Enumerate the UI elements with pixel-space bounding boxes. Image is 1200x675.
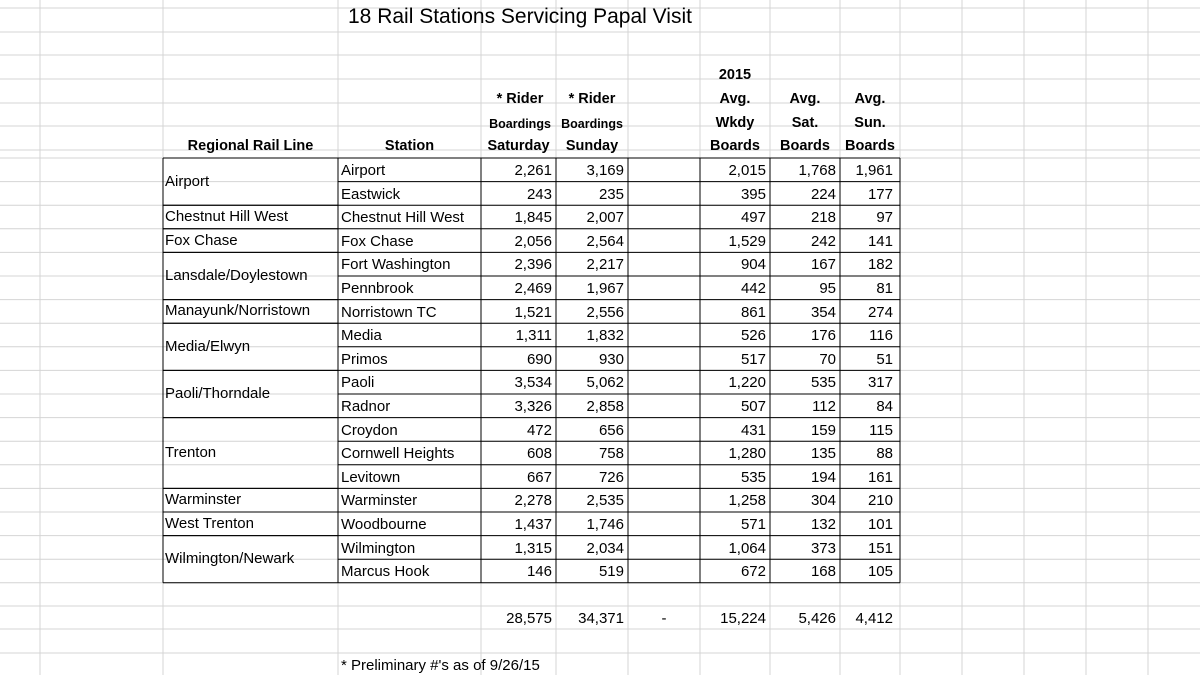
cell-regional-rail-line: Paoli/Thorndale	[165, 385, 271, 402]
cell-sat: 135	[810, 445, 836, 463]
cell-saturday: 2,278	[514, 492, 552, 510]
cell-station: Pennbrook	[341, 280, 414, 297]
cell-sat: 354	[810, 303, 836, 321]
cell-saturday: 2,261	[514, 162, 552, 179]
cell-station: Croydon	[341, 421, 398, 439]
cell-wkdy: 442	[740, 280, 766, 297]
cell-wkdy: 526	[740, 327, 766, 345]
cell-sat: 95	[819, 280, 836, 297]
cell-sunday: 2,535	[586, 492, 624, 510]
cell-sat: 132	[810, 516, 836, 533]
total-wkdy: 15,224	[720, 610, 766, 627]
cell-station: Radnor	[341, 398, 391, 415]
cell-sunday: 1,967	[586, 280, 624, 297]
header-wkdy: Wkdy	[715, 115, 755, 131]
cell-wkdy: 1,258	[728, 492, 766, 510]
header-saturday: Saturday	[487, 138, 550, 154]
cell-sunday: 5,062	[586, 374, 624, 392]
cell-regional-rail-line: Manayunk/Norristown	[165, 302, 311, 320]
cell-saturday: 1,845	[514, 209, 552, 227]
cell-sat: 373	[810, 539, 836, 557]
cell-sunday: 2,217	[586, 256, 624, 274]
cell-sunday: 2,007	[586, 209, 624, 227]
header-sunday: Sunday	[565, 138, 619, 154]
cell-saturday: 243	[526, 185, 552, 203]
cell-sun: 81	[876, 280, 893, 297]
cell-station: Media	[341, 327, 382, 345]
header-boards-sat: Boards	[780, 138, 830, 154]
cell-station: Primos	[341, 350, 388, 368]
cell-saturday: 2,396	[514, 256, 552, 274]
cell-sun: 105	[867, 563, 893, 581]
cell-regional-rail-line: Airport	[165, 172, 210, 190]
header-regional-rail-line: Regional Rail Line	[187, 138, 314, 154]
header-boards-sun: Boards	[845, 138, 895, 154]
cell-sun: 101	[867, 516, 893, 533]
cell-sun: 141	[867, 232, 893, 250]
cell-sunday: 2,034	[586, 539, 624, 557]
cell-saturday: 1,311	[515, 327, 552, 345]
cell-regional-rail-line: Media/Elwyn	[165, 337, 251, 355]
header-rider-saturday: * Rider	[496, 91, 544, 107]
cell-wkdy: 904	[740, 256, 766, 274]
cell-saturday: 1,315	[514, 539, 552, 557]
cell-wkdy: 1,529	[728, 232, 766, 250]
cell-wkdy: 535	[740, 468, 766, 486]
cell-sat: 70	[819, 350, 836, 368]
cell-wkdy: 507	[740, 398, 766, 415]
cell-wkdy: 571	[740, 516, 766, 533]
cell-regional-rail-line: Chestnut Hill West	[165, 208, 289, 225]
cell-wkdy: 497	[740, 209, 766, 227]
header-sat: Sat.	[791, 115, 819, 131]
header-avg-sat: Avg.	[789, 91, 821, 107]
header-station: Station	[384, 138, 435, 154]
cell-station: Warminster	[341, 492, 418, 510]
header-boardings-saturday: Boardings	[489, 117, 551, 131]
cell-station: Airport	[341, 162, 386, 179]
header-sun: Sun.	[854, 115, 886, 131]
cell-sunday: 1,746	[586, 516, 624, 533]
cell-regional-rail-line: Lansdale/Doylestown	[165, 267, 308, 284]
cell-saturday: 146	[526, 563, 552, 581]
cell-sun: 161	[867, 468, 893, 486]
cell-wkdy: 2,015	[728, 162, 766, 179]
total-dash: -	[661, 610, 667, 627]
cell-station: Levitown	[341, 468, 401, 486]
cell-saturday: 472	[526, 421, 552, 439]
cell-station: Woodbourne	[341, 516, 427, 533]
cell-wkdy: 1,280	[728, 445, 766, 463]
cell-sun: 84	[876, 398, 893, 415]
cell-sun: 151	[867, 539, 893, 557]
cell-wkdy: 861	[740, 303, 766, 321]
cell-sunday: 519	[598, 563, 624, 581]
header-boards-wkdy: Boards	[710, 138, 760, 154]
total-sat: 5,426	[798, 610, 836, 627]
cell-sat: 535	[810, 374, 836, 392]
cell-wkdy: 517	[740, 350, 766, 368]
cell-sun: 317	[867, 374, 893, 392]
cell-saturday: 1,521	[514, 303, 552, 321]
cell-sunday: 656	[598, 421, 624, 439]
cell-saturday: 690	[526, 350, 552, 368]
cell-sat: 224	[810, 185, 836, 203]
cell-sun: 1,961	[855, 162, 893, 179]
cell-sun: 51	[876, 350, 893, 368]
cell-sat: 159	[810, 421, 836, 439]
cell-station: Cornwell Heights	[341, 445, 455, 463]
header-avg-sun: Avg.	[854, 91, 886, 107]
cell-sun: 88	[876, 445, 893, 463]
cell-sun: 274	[867, 303, 893, 321]
cell-regional-rail-line: Trenton	[165, 444, 217, 461]
cell-sat: 112	[812, 398, 836, 415]
cell-sun: 210	[867, 492, 893, 510]
header-avg-wkdy: Avg.	[719, 91, 751, 107]
cell-saturday: 667	[526, 468, 552, 486]
cell-station: Eastwick	[341, 185, 401, 203]
footnote: * Preliminary #'s as of 9/26/15	[341, 657, 540, 674]
cell-sunday: 726	[598, 468, 624, 486]
cell-saturday: 2,056	[514, 232, 552, 250]
cell-regional-rail-line: West Trenton	[165, 514, 254, 532]
cell-wkdy: 1,064	[728, 539, 766, 557]
cell-sunday: 758	[598, 445, 624, 463]
cell-sun: 97	[876, 209, 893, 227]
cell-sat: 194	[810, 468, 836, 486]
cell-sun: 177	[867, 185, 893, 203]
cell-sat: 176	[810, 327, 836, 345]
cell-sun: 116	[869, 327, 893, 345]
cell-saturday: 2,469	[514, 280, 552, 297]
cell-sat: 242	[810, 232, 836, 250]
total-saturday: 28,575	[506, 610, 552, 627]
cell-station: Fox Chase	[341, 232, 414, 250]
cell-wkdy: 395	[740, 185, 766, 203]
header-year: 2015	[718, 67, 752, 83]
cell-station: Marcus Hook	[341, 563, 430, 581]
cell-sunday: 2,564	[586, 232, 624, 250]
cell-sat: 1,768	[798, 162, 836, 179]
cell-sun: 182	[867, 256, 893, 274]
cell-sunday: 930	[598, 350, 624, 368]
cell-wkdy: 431	[740, 421, 766, 439]
total-sunday: 34,371	[578, 610, 624, 627]
cell-sunday: 235	[598, 185, 624, 203]
cell-sunday: 2,858	[586, 398, 624, 415]
cell-sat: 168	[810, 563, 836, 581]
cell-station: Paoli	[341, 374, 375, 392]
cell-saturday: 3,326	[514, 398, 552, 415]
cell-sunday: 2,556	[586, 303, 624, 321]
cell-wkdy: 672	[740, 563, 766, 581]
sheet-title: 18 Rail Stations Servicing Papal Visit	[348, 5, 692, 28]
cell-regional-rail-line: Wilmington/Newark	[165, 550, 295, 568]
cell-sat: 218	[810, 209, 836, 227]
cell-sunday: 3,169	[586, 162, 624, 179]
cell-station: Chestnut Hill West	[341, 209, 465, 227]
cell-wkdy: 1,220	[728, 374, 766, 392]
cell-saturday: 1,437	[514, 516, 552, 533]
cell-regional-rail-line: Fox Chase	[165, 231, 238, 249]
cell-sunday: 1,832	[586, 327, 624, 345]
cell-saturday: 608	[526, 445, 552, 463]
header-rider-sunday: * Rider	[568, 91, 616, 107]
total-sun: 4,412	[855, 610, 893, 627]
cell-sat: 167	[810, 256, 836, 274]
header-boardings-sunday: Boardings	[561, 117, 623, 131]
cell-station: Fort Washington	[341, 256, 451, 274]
cell-saturday: 3,534	[514, 374, 552, 392]
cell-sat: 304	[810, 492, 836, 510]
cell-regional-rail-line: Warminster	[165, 491, 242, 509]
cell-sun: 115	[869, 421, 893, 439]
cell-station: Wilmington	[341, 539, 416, 557]
cell-station: Norristown TC	[341, 303, 437, 321]
